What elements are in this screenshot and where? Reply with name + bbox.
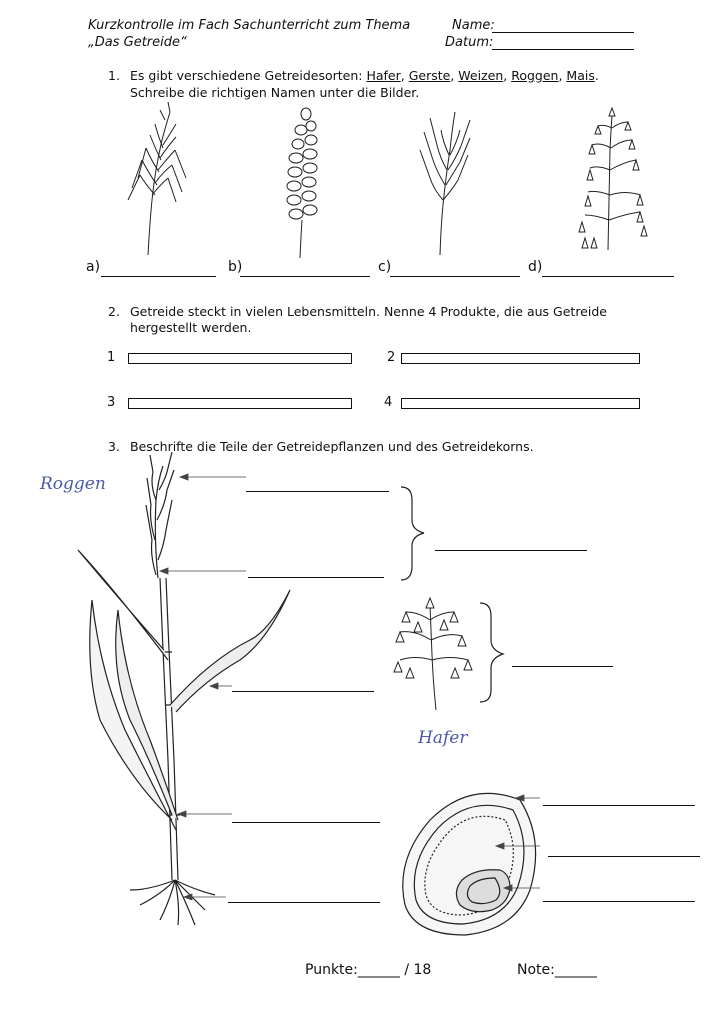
task2-number: 2. xyxy=(108,304,120,319)
grain-kernel-drawing xyxy=(403,793,536,935)
label-line-oat-panicle[interactable] xyxy=(512,666,613,667)
name-label: Name: xyxy=(452,18,495,33)
label-line-node[interactable] xyxy=(232,822,380,823)
oat-drawing xyxy=(394,598,472,710)
rye-plant-drawing xyxy=(78,452,290,925)
answer-label-c: c) xyxy=(378,259,392,275)
rye-label: Roggen xyxy=(40,474,106,494)
header-title-line1: Kurzkontrolle im Fach Sachunterricht zum Thema xyxy=(88,18,411,33)
task1-number: 1. xyxy=(108,68,120,83)
answer-label-a: a) xyxy=(86,259,101,275)
box-label-4: 4 xyxy=(384,395,393,410)
label-line-ear[interactable] xyxy=(246,491,389,492)
label-line-root[interactable] xyxy=(228,902,380,903)
label-line-kernel-germ[interactable] xyxy=(543,901,695,902)
box-label-1: 1 xyxy=(107,350,116,365)
box-label-3: 3 xyxy=(107,395,116,410)
points-label: Punkte:______ / 18 xyxy=(305,962,432,978)
grade-label: Note:______ xyxy=(517,962,597,978)
grain-gerste: Gerste xyxy=(408,68,451,83)
label-line-awn[interactable] xyxy=(248,577,384,578)
grain-roggen: Roggen xyxy=(511,68,559,83)
grain-hafer: Hafer xyxy=(366,68,401,83)
header-title-line2: „Das Getreide“ xyxy=(88,35,187,50)
label-line-leaf[interactable] xyxy=(232,691,374,692)
label-line-kernel-endosperm[interactable] xyxy=(548,856,700,857)
task2-line1: Getreide steckt in vielen Lebensmitteln. Nenne 4 Produkte, die aus Getreide xyxy=(130,304,607,319)
task2-line2: hergestellt werden. xyxy=(130,320,252,335)
task1-intro: Es gibt verschiedene Getreidesorten: xyxy=(130,68,367,83)
grain-weizen: Weizen xyxy=(458,68,504,83)
date-label: Datum: xyxy=(445,35,494,50)
task3-text: Beschrifte die Teile der Getreidepflanzen und des Getreidekorns. xyxy=(130,439,534,454)
task3-number: 3. xyxy=(108,439,120,454)
box-label-2: 2 xyxy=(387,350,396,365)
label-line-ear-group[interactable] xyxy=(435,550,587,551)
task1-line1: Es gibt verschiedene Getreidesorten: Hafer, Gerste, Weizen, Roggen, Mais. xyxy=(130,68,599,83)
rye-brace xyxy=(401,487,424,580)
oat-label: Hafer xyxy=(418,728,468,748)
answer-label-b: b) xyxy=(228,259,243,275)
answer-label-d: d) xyxy=(528,259,543,275)
task1-line2: Schreibe die richtigen Namen unter die Bilder. xyxy=(130,85,420,100)
rye-arrows xyxy=(160,474,246,900)
oat-brace xyxy=(480,603,503,702)
label-line-kernel-shell[interactable] xyxy=(543,805,695,806)
grain-mais: Mais xyxy=(566,68,595,83)
